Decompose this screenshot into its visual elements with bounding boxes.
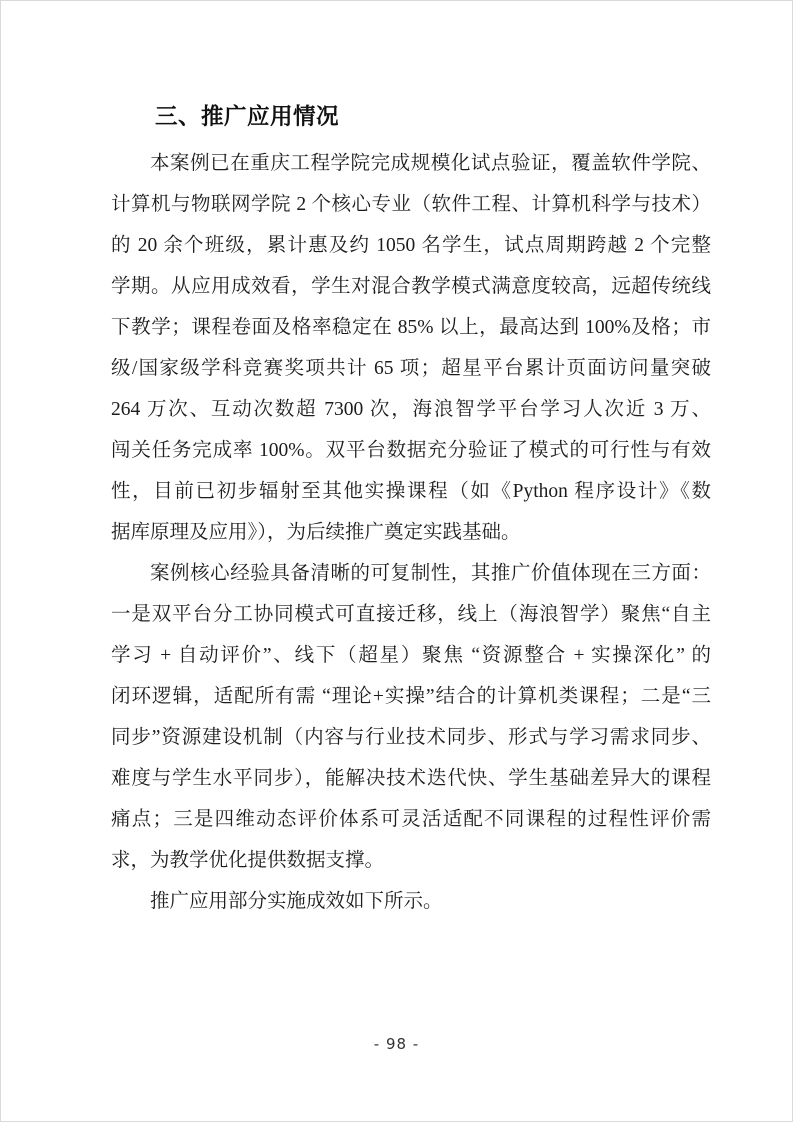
section-heading: 三、推广应用情况 (155, 104, 340, 129)
text-line: 推广应用部分实施成效如下所示。 (150, 891, 443, 912)
paragraph (111, 881, 711, 922)
page-number: - 98 - (373, 1035, 420, 1053)
text-line: 求，为教学优化提供数据支撑。 (111, 850, 385, 871)
paragraph (111, 143, 711, 553)
text-line: 同步”资源建设机制（内容与行业技术同步、形式与学习需求同步、 (111, 727, 711, 748)
text-line: 案例核心经验具备清晰的可复制性，其推广价值体现在三方面： (150, 563, 711, 584)
text-line: 学习 + 自动评价”、线下（超星）聚焦 “资源整合 + 实操深化” 的 (111, 645, 711, 666)
text-line: 闯关任务完成率 100%。双平台数据充分验证了模式的可行性与有效 (111, 440, 711, 461)
text-line: 的 20 余个班级，累计惠及约 1050 名学生，试点周期跨越 2 个完整 (111, 235, 711, 256)
text-line: 本案例已在重庆工程学院完成规模化试点验证，覆盖软件学院、 (150, 153, 711, 174)
text-line: 一是双平台分工协同模式可直接迁移，线上（海浪智学）聚焦“自主 (111, 604, 711, 625)
text-line: 计算机与物联网学院 2 个核心专业（软件工程、计算机科学与技术） (111, 194, 711, 215)
text-line: 学期。从应用成效看，学生对混合教学模式满意度较高，远超传统线 (111, 276, 711, 297)
text-line: 性，目前已初步辐射至其他实操课程（如《Python 程序设计》《数 (111, 481, 711, 502)
text-line: 难度与学生水平同步），能解决技术迭代快、学生基础差异大的课程 (111, 768, 711, 789)
text-line: 据库原理及应用》），为后续推广奠定实践基础。 (111, 522, 521, 543)
text-line: 痛点；三是四维动态评价体系可灵活适配不同课程的过程性评价需 (111, 809, 711, 830)
text-line: 级/国家级学科竞赛奖项共计 65 项；超星平台累计页面访问量突破 (111, 358, 711, 379)
text-line: 闭环逻辑，适配所有需 “理论+实操”结合的计算机类课程；二是“三 (111, 686, 711, 707)
paragraph (111, 553, 711, 881)
text-line: 下教学；课程卷面及格率稳定在 85% 以上，最高达到 100%及格；市 (111, 317, 711, 338)
text-line: 264 万次、互动次数超 7300 次，海浪智学平台学习人次近 3 万、 (111, 399, 711, 420)
document-body (111, 143, 711, 922)
